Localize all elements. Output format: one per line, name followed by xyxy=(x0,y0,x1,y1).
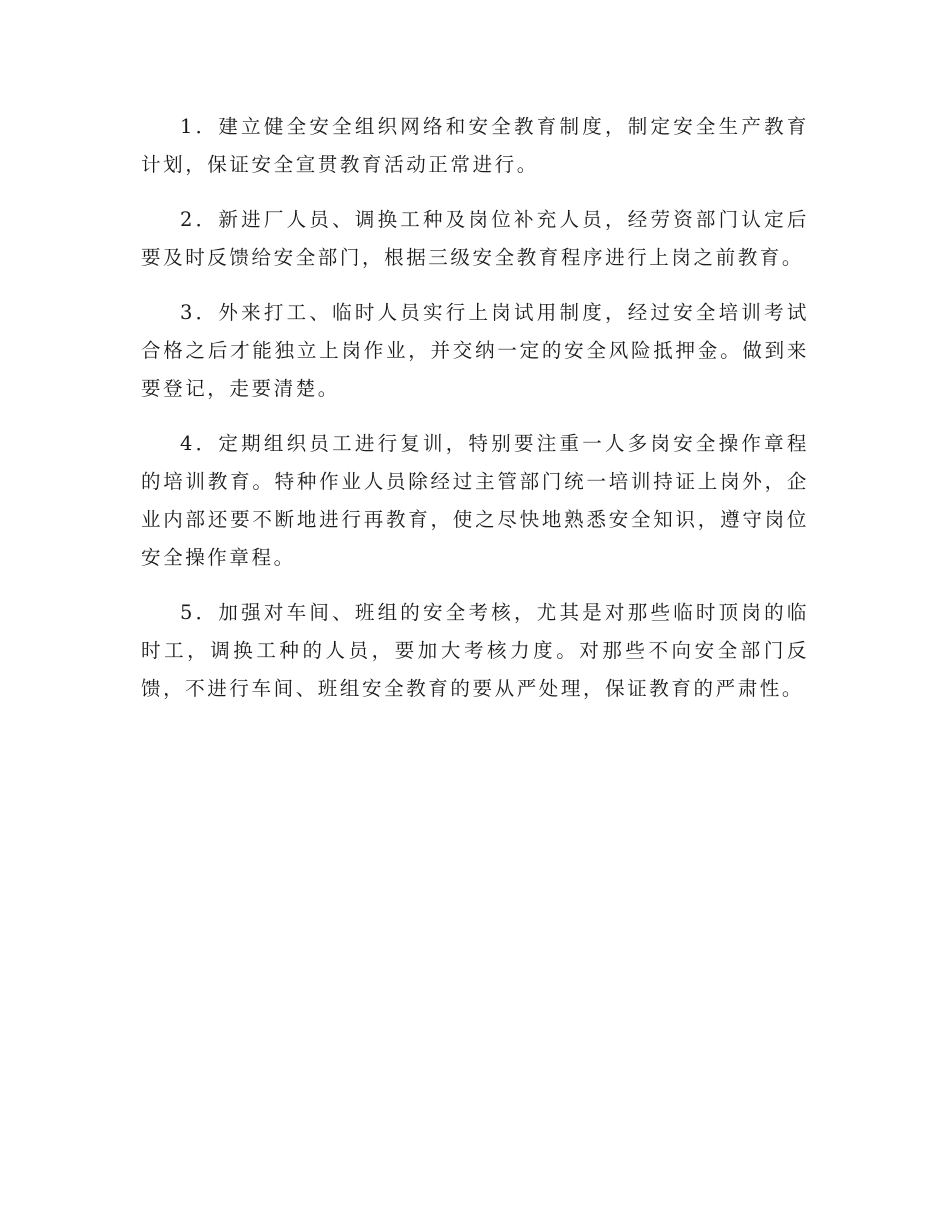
paragraph-3: 3．外来打工、临时人员实行上岗试用制度，经过安全培训考试合格之后才能独立上岗作业，并交纳一定的安全风险抵押金。做到来要登记，走要清楚。 xyxy=(141,301,809,400)
document-body xyxy=(141,108,809,725)
paragraph-2: 2．新进厂人员、调换工种及岗位补充人员，经劳资部门认定后要及时反馈给安全部门，根据三级安全教育程序进行上岗之前教育。 xyxy=(141,208,809,269)
paragraph-1: 1．建立健全安全组织网络和安全教育制度，制定安全生产教育计划，保证安全宣贯教育活动正常进行。 xyxy=(141,115,809,176)
paragraph-4: 4．定期组织员工进行复训，特别要注重一人多岗安全操作章程的培训教育。特种作业人员除经过主管部门统一培训持证上岗外，企业内部还要不断地进行再教育，使之尽快地熟悉安全知识，遵守岗位安全操作章程。 xyxy=(141,432,809,569)
paragraph-5: 5．加强对车间、班组的安全考核，尤其是对那些临时顶岗的临时工，调换工种的人员，要加大考核力度。对那些不向安全部门反馈，不进行车间、班组安全教育的要从严处理，保证教育的严肃性。 xyxy=(141,601,809,700)
